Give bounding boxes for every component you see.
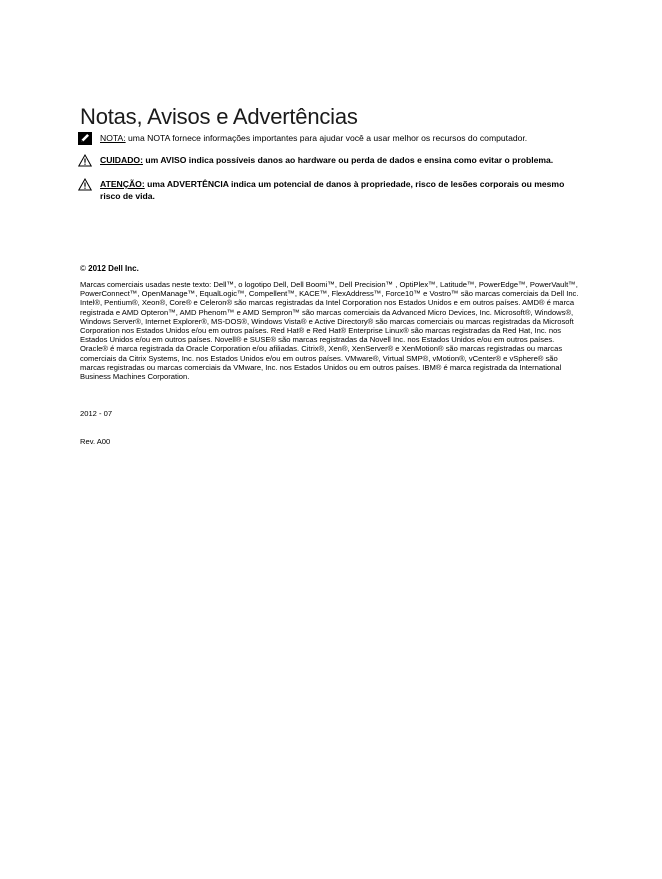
pencil-note-icon [78,132,92,145]
caution-text [100,154,580,166]
copyright-line [80,264,139,273]
warning-triangle-icon [78,154,92,167]
caution-label: CUIDADO: [100,155,143,165]
publication-date: 2012 - 07 [80,409,113,418]
caution-notice [80,154,580,166]
copyright-symbol: © [80,264,86,273]
note-notice [80,132,580,144]
copyright-text: 2012 Dell Inc. [88,264,139,273]
warning-notice [80,178,580,202]
warning-triangle-icon [78,178,92,191]
note-label: NOTA: [100,133,126,143]
revision-number: Rev. A00 [80,437,111,446]
caution-body: um AVISO indica possíveis danos ao hardware ou perda de dados e ensina como evitar o problema. [142,155,554,165]
warning-body: uma ADVERTÊNCIA indica um potencial de danos à propriedade, risco de lesões corporais ou mesmo risco de vida. [100,179,565,201]
note-body: uma NOTA fornece informações importantes para ajudar você a usar melhor os recursos do computador. [125,133,528,143]
warning-text [100,178,580,202]
trademarks-paragraph: Marcas comerciais usadas neste texto: Dell™, o logotipo Dell, Dell Boomi™, Dell Precision™ , OptiPlex™, Latitude™, PowerEdge™, PowerVault™, PowerConnect™, OpenManage™, EqualLogic™, Compellent™, KACE™, FlexAddress™, Force10™ e Vostro™ são marcas comerciais da Dell Inc. Intel®, Pentium®, Xeon®, Core® e Celeron® são marcas registradas da Intel Corporation nos Estados Unidos e em outros países. AMD® é marca registrada e AMD Opteron™, AMD Phenom™ e AMD Sempron™ são marcas comerciais da Advanced Micro Devices, Inc. Microsoft®, Windows®, Windows Server®, Internet Explorer®, MS-DOS®, Windows Vista® e Active Directory® são marcas comerciais ou marcas registradas da Microsoft Corporation nos Estados Unidos e/ou em outros países. Red Hat® e Red Hat® Enterprise Linux® são marcas registradas da Red Hat, Inc. nos Estados Unidos e/ou em outros países. Novell® e SUSE® são marcas registradas da Novell Inc. nos Estados Unidos e/ou em outros países. Oracle® é marca registrada da Oracle Corporation e/ou afiliadas. Citrix®, Xen®, XenServer® e XenMotion® são marcas registradas ou marcas comerciais da Citrix Systems, Inc. nos Estados Unidos e/ou em outros países. VMware®, Virtual SMP®, vMotion®, vCenter® e vSphere® são marcas registradas ou marcas comerciais da VMware, Inc. nos Estados Unidos ou em outros países. IBM® é marca registrada da International Business Machines Corporation. [80,280,579,382]
warning-label: ATENÇÃO: [100,179,145,189]
page-title: Notas, Avisos e Advertências [80,103,358,129]
note-text [100,132,580,144]
